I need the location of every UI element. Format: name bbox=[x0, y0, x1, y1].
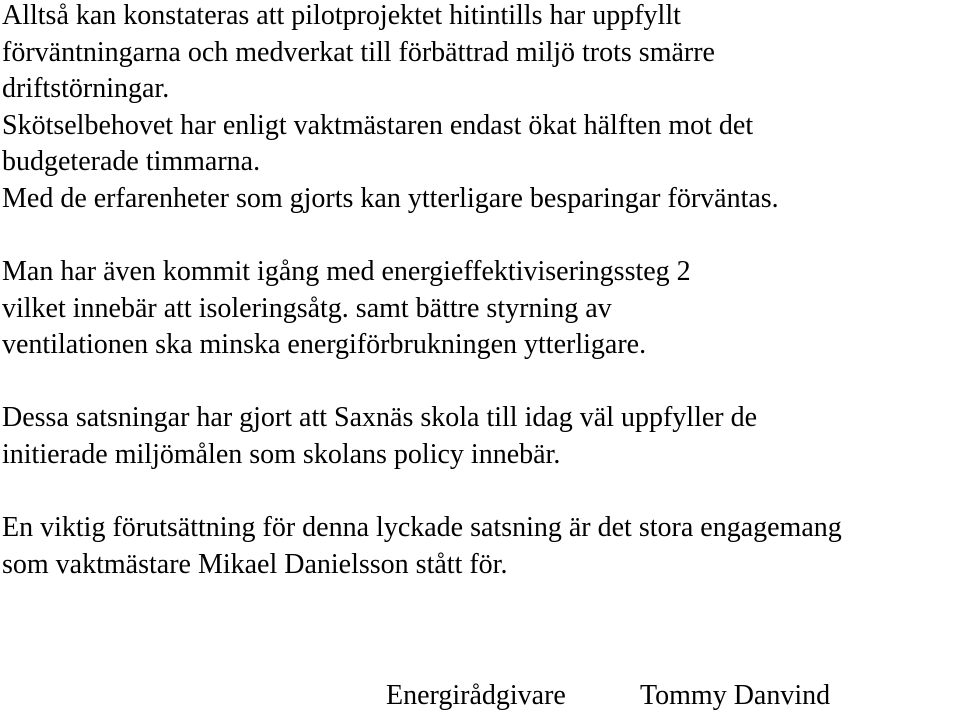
paragraph-1-line-6: Med de erfarenheter som gjorts kan ytterligare besparingar förväntas. bbox=[2, 183, 779, 214]
paragraph-1-line-3: driftstörningar. bbox=[2, 73, 170, 104]
paragraph-2-line-3: ventilationen ska minska energiförbrukningen ytterligare. bbox=[2, 329, 647, 360]
signature-role: Energirådgivare bbox=[386, 680, 566, 711]
paragraph-1-line-5: budgeterade timmarna. bbox=[2, 146, 261, 177]
paragraph-3-line-1: Dessa satsningar har gjort att Saxnäs skola till idag väl uppfyller de bbox=[2, 402, 758, 433]
paragraph-2-line-2: vilket innebär att isoleringsåtg. samt bättre styrning av bbox=[2, 293, 612, 324]
paragraph-3-line-2: initierade miljömålen som skolans policy innebär. bbox=[2, 439, 561, 470]
paragraph-1-line-2: förväntningarna och medverkat till förbättrad miljö trots smärre bbox=[2, 37, 715, 68]
paragraph-4-line-1: En viktig förutsättning för denna lyckade satsning är det stora engagemang bbox=[2, 512, 842, 543]
paragraph-1-line-1: Alltså kan konstateras att pilotprojektet hitintills har uppfyllt bbox=[2, 0, 681, 31]
paragraph-4-line-2: som vaktmästare Mikael Danielsson stått för. bbox=[2, 549, 508, 580]
paragraph-1-line-4: Skötselbehovet har enligt vaktmästaren endast ökat hälften mot det bbox=[2, 110, 754, 141]
paragraph-2-line-1: Man har även kommit igång med energieffektiviseringssteg 2 bbox=[2, 256, 691, 287]
signature-name: Tommy Danvind bbox=[640, 680, 831, 711]
